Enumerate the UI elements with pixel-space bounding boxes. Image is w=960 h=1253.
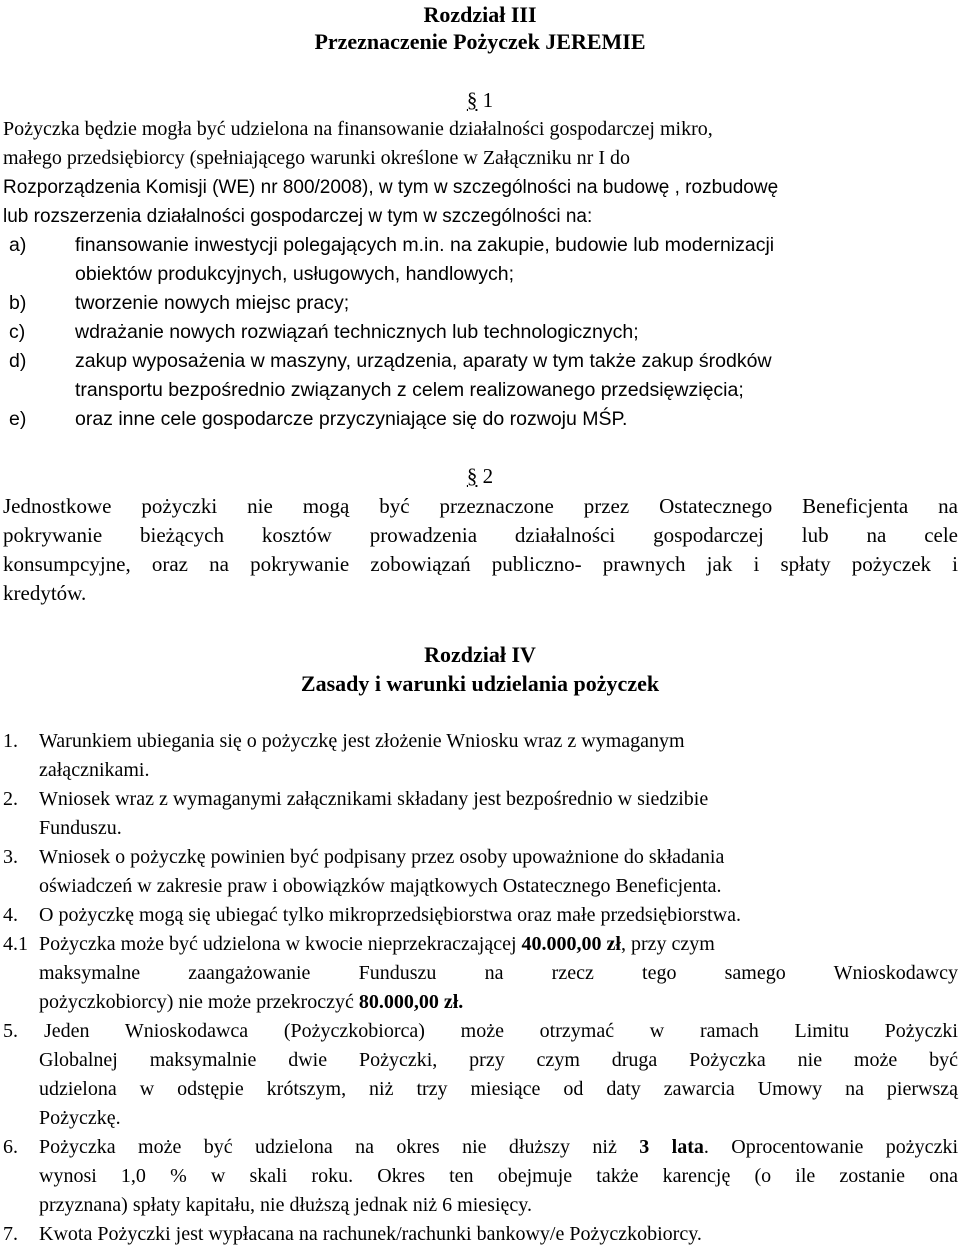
paragraph-line: pokrywanie bieżących kosztów prowadzenia działalności gospodarczej lub na cele xyxy=(3,523,958,547)
section-1-intro-cont xyxy=(3,173,958,231)
intro-line: Rozporządzenia Komisji (WE) nr 800/2008), w tym w szczególności na budowę , rozbudowę xyxy=(3,177,779,198)
rule-number: 5. xyxy=(3,1020,18,1042)
rule-text: Wniosek o pożyczkę powinien być podpisany przez osoby upoważnione do składania oświadczeń w zakresie praw i obowiązków majątkowych Ostatecznego Beneficjenta. xyxy=(39,846,725,897)
rule-item-2 xyxy=(0,785,960,843)
rule-item-4 xyxy=(0,901,960,930)
section-symbol: § xyxy=(466,464,478,488)
section-number: 2 xyxy=(482,464,494,488)
rule-text: O pożyczkę mogą się ubiegać tylko mikroprzedsiębiorstwa oraz małe przedsiębiorstwa. xyxy=(39,904,741,926)
chapter-3-subtitle: Przeznaczenie Pożyczek JEREMIE xyxy=(314,29,646,54)
paragraph-line: konsumpcyjne, oraz na pokrywanie zobowiązań publiczno- prawnych jak i spłaty pożyczek i xyxy=(3,552,958,576)
list-item-label: b) xyxy=(9,292,27,314)
max-loan-amount: 40.000,00 zł xyxy=(521,933,621,955)
rule-text: Jeden Wnioskodawca (Pożyczkobiorca) może otrzymać w ramach Limitu Pożyczki Globalnej maksymalnie dwie Pożyczki, przy czym druga Pożyczka nie może być udzielona w odstępie krótszym, niż trzy miesiące od daty zawarcia Umowy na pierwszą Pożyczkę. xyxy=(39,1020,958,1129)
section-1-intro xyxy=(3,115,958,173)
list-item-text: tworzenie nowych miejsc pracy; xyxy=(75,292,350,314)
list-item-text: zakup wyposażenia w maszyny, urządzenia, aparaty w tym także zakup środków transportu bezpośrednio związanych z celem realizowanego przedsięwzięcia; xyxy=(75,350,772,401)
max-loan-period: 3 lata xyxy=(639,1136,704,1158)
list-item-e xyxy=(0,405,960,434)
rule-text: Wniosek wraz z wymaganymi załącznikami składany jest bezpośrednio w siedzibie Funduszu. xyxy=(39,788,709,839)
list-item-c xyxy=(0,318,960,347)
rule-item-1 xyxy=(0,727,960,785)
intro-line: małego przedsiębiorcy (spełniającego warunki określone w Załączniku nr I do xyxy=(3,147,630,169)
list-item-text: oraz inne cele gospodarcze przyczyniające się do rozwoju MŚP. xyxy=(75,408,628,430)
rule-number: 1. xyxy=(3,730,18,752)
paragraph-line: Jednostkowe pożyczki nie mogą być przeznaczone przez Ostatecznego Beneficjenta na xyxy=(3,494,958,518)
rule-item-3 xyxy=(0,843,960,901)
rule-number: 4.1 xyxy=(3,933,28,955)
list-item-label: e) xyxy=(9,408,27,430)
paragraph-line: kredytów. xyxy=(3,581,87,605)
rule-text: Warunkiem ubiegania się o pożyczkę jest złożenie Wniosku wraz z wymaganym załącznikami. xyxy=(39,730,685,781)
rule-item-5 xyxy=(0,1017,960,1133)
rule-item-7 xyxy=(0,1220,960,1249)
max-exposure-amount: 80.000,00 zł. xyxy=(358,991,464,1013)
chapter-3-title: Rozdział III xyxy=(423,2,537,27)
rule-text: Kwota Pożyczki jest wypłacana na rachunek/rachunki bankowy/e Pożyczkobiorcy. xyxy=(39,1223,702,1245)
list-item-b xyxy=(0,289,960,318)
rule-text: Pożyczka może być udzielona w kwocie nieprzekraczającej 40.000,00 zł, przy czym maksymalne zaangażowanie Funduszu na rzecz tego samego Wnioskodawcy pożyczkobiorcy) nie może przekroczyć 80.000,00 zł. xyxy=(39,933,958,1013)
section-number: 1 xyxy=(482,88,494,112)
list-item-a xyxy=(0,231,960,289)
section-1-heading xyxy=(0,86,960,115)
list-item-text: wdrażanie nowych rozwiązań technicznych lub technologicznych; xyxy=(75,321,639,343)
chapter-4-title: Rozdział IV xyxy=(424,642,536,667)
rule-number: 6. xyxy=(3,1136,18,1158)
intro-line: lub rozszerzenia działalności gospodarczej w tym w szczególności na: xyxy=(3,206,593,227)
rule-item-4-1 xyxy=(0,930,960,1017)
section-2-heading xyxy=(0,462,960,491)
list-item-label: a) xyxy=(9,234,27,256)
rule-number: 2. xyxy=(3,788,18,810)
section-symbol: § xyxy=(466,88,478,112)
intro-line: Pożyczka będzie mogła być udzielona na finansowanie działalności gospodarczej mikro, xyxy=(3,118,713,140)
list-item-text: finansowanie inwestycji polegających m.in. na zakupie, budowie lub modernizacji obiektów produkcyjnych, usługowych, handlowych; xyxy=(75,234,775,285)
rule-number: 3. xyxy=(3,846,18,868)
list-item-label: d) xyxy=(9,350,27,372)
rule-text: Pożyczka może być udzielona na okres nie dłuższy niż 3 lata. Oprocentowanie pożyczki wynosi 1,0 % w skali roku. Okres ten obejmuje także karencję (o ile zostanie ona przyznana) spłaty kapitału, nie dłuższą jednak niż 6 miesięcy. xyxy=(39,1136,958,1216)
rule-item-6 xyxy=(0,1133,960,1220)
rule-number: 4. xyxy=(3,904,18,926)
list-item-d xyxy=(0,347,960,405)
chapter-4-subtitle: Zasady i warunki udzielania pożyczek xyxy=(300,671,660,696)
section-2-text xyxy=(3,492,958,608)
rule-number: 7. xyxy=(3,1223,18,1245)
list-item-label: c) xyxy=(9,321,26,343)
